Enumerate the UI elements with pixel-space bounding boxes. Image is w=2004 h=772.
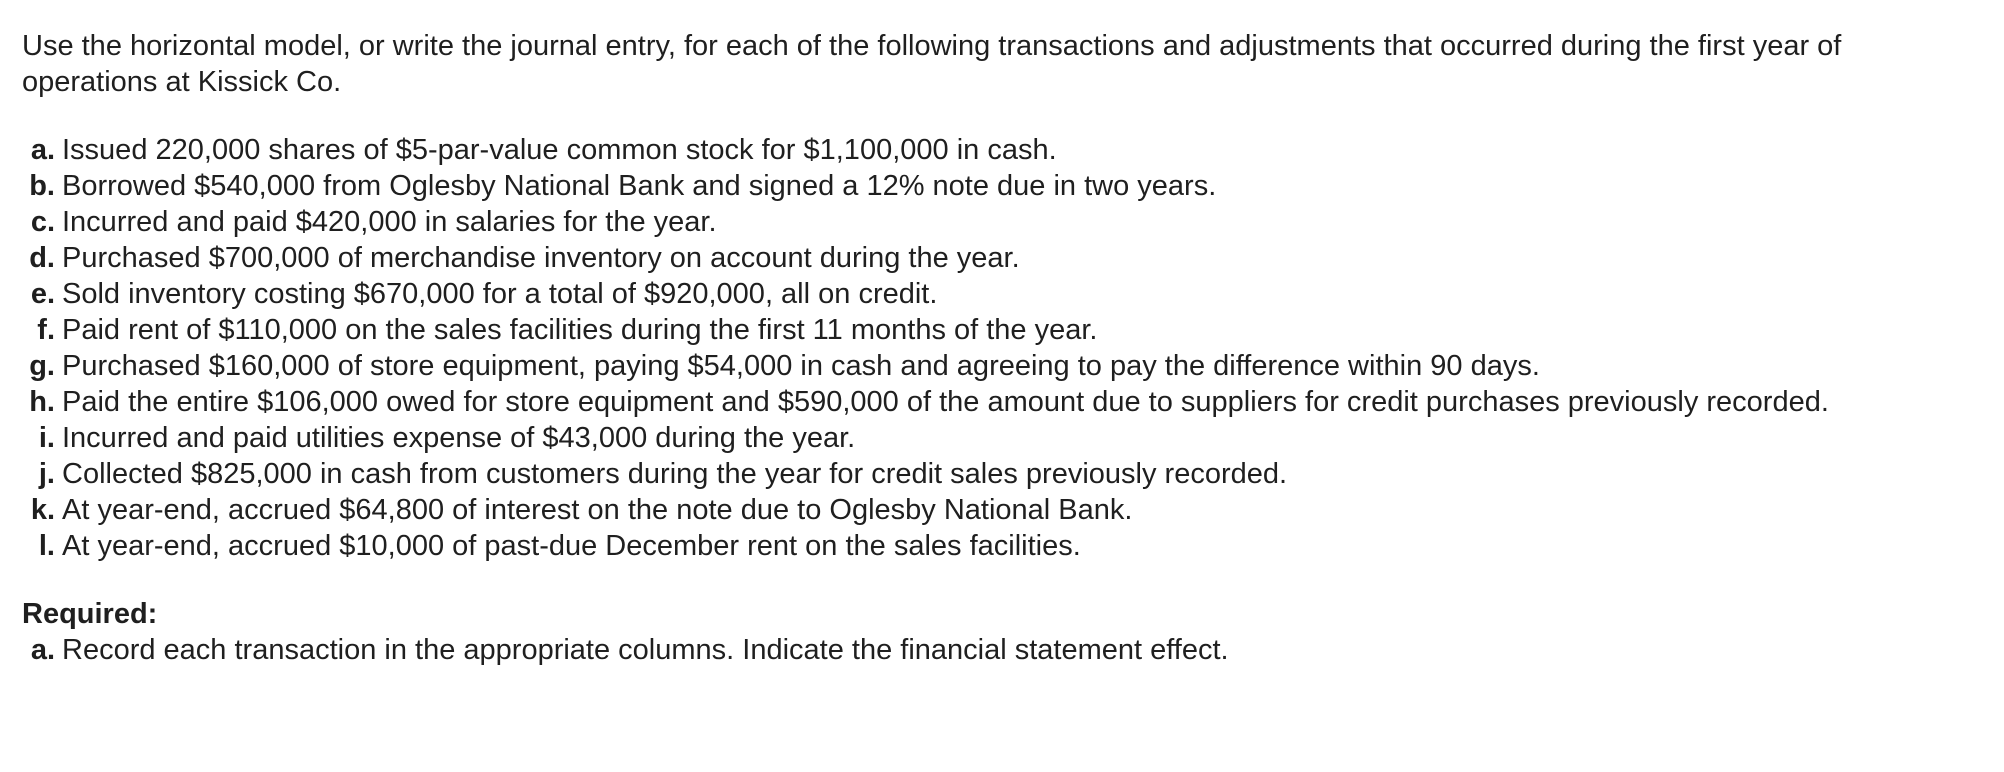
item-letter: e. xyxy=(30,278,55,310)
transaction-item xyxy=(22,204,1982,240)
item-text: Purchased $700,000 of merchandise inventory on account during the year. xyxy=(62,242,1020,274)
transaction-item xyxy=(22,492,1982,528)
item-letter: f. xyxy=(37,314,55,346)
item-letter: a. xyxy=(30,634,55,666)
required-heading: Required: xyxy=(22,598,158,630)
transaction-item xyxy=(22,132,1982,168)
item-text: Collected $825,000 in cash from customers during the year for credit sales previously recorded. xyxy=(62,458,1288,490)
transaction-item xyxy=(22,420,1982,456)
transaction-item xyxy=(22,312,1982,348)
item-text: Incurred and paid $420,000 in salaries for the year. xyxy=(62,206,717,238)
item-letter: g. xyxy=(29,350,55,382)
item-text: Record each transaction in the appropriate columns. Indicate the financial statement effect. xyxy=(62,634,1229,666)
transaction-item xyxy=(22,348,1982,384)
item-letter: j. xyxy=(38,458,55,490)
transaction-item xyxy=(22,276,1982,312)
item-letter: l. xyxy=(38,530,55,562)
transaction-item xyxy=(22,384,1982,420)
transaction-item xyxy=(22,168,1982,204)
item-letter: a. xyxy=(30,134,55,166)
item-letter: c. xyxy=(30,206,55,238)
item-text: Borrowed $540,000 from Oglesby National Bank and signed a 12% note due in two years. xyxy=(62,170,1217,202)
required-item xyxy=(22,632,1982,668)
item-text: Issued 220,000 shares of $5-par-value common stock for $1,100,000 in cash. xyxy=(62,134,1057,166)
transaction-list xyxy=(22,132,1982,564)
item-text: At year-end, accrued $10,000 of past-due December rent on the sales facilities. xyxy=(62,530,1081,562)
item-letter: d. xyxy=(29,242,55,274)
item-text: At year-end, accrued $64,800 of interest on the note due to Oglesby National Bank. xyxy=(62,494,1133,526)
item-text: Paid rent of $110,000 on the sales facilities during the first 11 months of the year. xyxy=(62,314,1098,346)
item-letter: h. xyxy=(29,386,55,418)
transaction-item xyxy=(22,528,1982,564)
item-text: Purchased $160,000 of store equipment, paying $54,000 in cash and agreeing to pay the difference within 90 days. xyxy=(62,350,1540,382)
transaction-item xyxy=(22,456,1982,492)
item-text: Incurred and paid utilities expense of $43,000 during the year. xyxy=(62,422,856,454)
item-letter: b. xyxy=(29,170,55,202)
item-text: Paid the entire $106,000 owed for store equipment and $590,000 of the amount due to suppliers for credit purchases previously recorded. xyxy=(62,386,1829,418)
transaction-item xyxy=(22,240,1982,276)
item-letter: k. xyxy=(30,494,55,526)
item-letter: i. xyxy=(38,422,55,454)
item-text: Sold inventory costing $670,000 for a total of $920,000, all on credit. xyxy=(62,278,938,310)
intro-text: Use the horizontal model, or write the journal entry, for each of the following transactions and adjustments that occurred during the first year of operations at Kissick Co. xyxy=(22,30,1842,98)
required-list xyxy=(22,632,1982,668)
